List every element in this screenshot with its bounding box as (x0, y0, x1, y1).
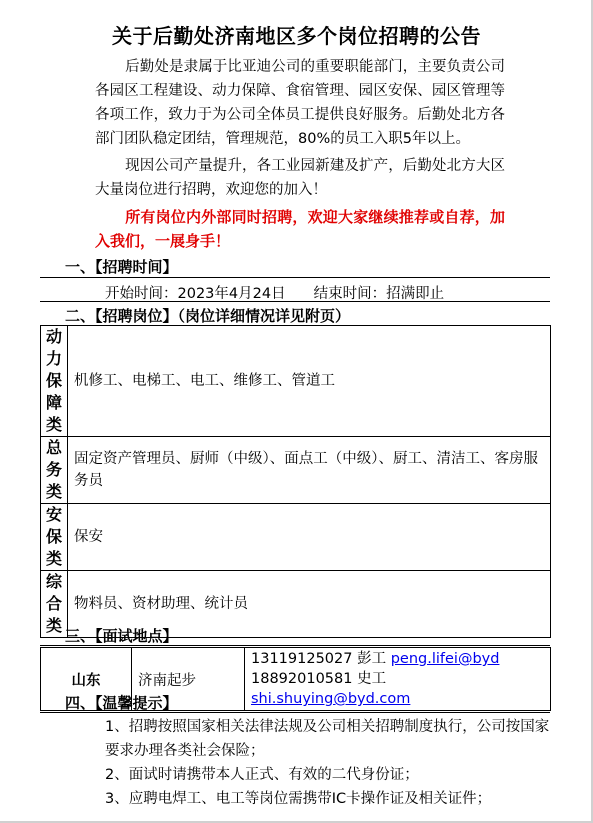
job-desc: 保安 (68, 504, 551, 571)
contact-line (251, 649, 549, 669)
section-divider (40, 301, 550, 302)
job-row (41, 437, 551, 504)
category-char: 综 (45, 572, 62, 591)
intro-paragraph-2-text: 现因公司产量提升，各工业园新建及扩产，后勤处北方大区大量岗位进行招聘，欢迎您的加入！ (95, 158, 505, 198)
contact-name: 史工 (357, 671, 387, 687)
section-heading-location: 三、【面试地点】 (65, 627, 178, 645)
category-char: 障 (45, 393, 62, 412)
category-char: 力 (45, 349, 62, 368)
section-divider (40, 645, 550, 646)
recruit-time (105, 282, 444, 303)
recruit-notice-text: 所有岗位内外部同时招聘，欢迎大家继续推荐或自荐，加入我们，一展身手！ (95, 208, 505, 250)
tip-item: 3、应聘电焊工、电工等岗位需携带IC卡操作证及相关证件； (105, 791, 492, 807)
tip-item: 1、招聘按照国家相关法律法规及公司相关招聘制度执行，公司按国家要求办理各类社会保险； (105, 719, 550, 759)
job-row (41, 326, 551, 437)
location-city: 济南起步 (132, 648, 245, 711)
job-desc: 固定资产管理员、厨师（中级）、面点工（中级）、厨工、清洁工、客房服务员 (68, 437, 551, 504)
category-char: 类 (45, 415, 62, 434)
category-char: 总 (45, 438, 62, 457)
recruit-notice (95, 205, 505, 253)
category-char: 类 (45, 616, 62, 635)
category-char: 动 (45, 327, 62, 346)
location-province: 山东 (41, 648, 132, 711)
section-divider (40, 712, 550, 713)
section-heading-tips: 四、【温馨提示】 (65, 694, 178, 712)
job-category (41, 437, 68, 504)
contact-name: 彭工 (357, 651, 387, 667)
category-char: 类 (45, 482, 62, 501)
category-char: 合 (45, 594, 62, 613)
tip-item: 2、面试时请携带本人正式、有效的二代身份证； (105, 767, 419, 783)
jobs-table (40, 325, 551, 638)
page-title: 关于后勤处济南地区多个岗位招聘的公告 (112, 24, 481, 48)
section-heading-time: 一、【招聘时间】 (65, 258, 178, 276)
intro-paragraph-1-text: 后勤处是隶属于比亚迪公司的重要职能部门，主要负责公司各园区工程建设、动力保障、食宿管理、园区安保、园区管理等各项工作，致力于为公司全体员工提供良好服务。后勤处北方各部门团队稳定团结，管理规范，80%的员工入职5年以上。 (95, 59, 505, 147)
contact-email-link[interactable]: peng.lifei@byd (390, 651, 500, 667)
category-char: 类 (45, 549, 62, 568)
category-char: 保 (45, 371, 62, 390)
end-time: 结束时间：招满即止 (313, 286, 445, 302)
category-char: 安 (45, 505, 62, 524)
location-contacts (245, 648, 551, 711)
contact-phone: 13119125027 (251, 651, 353, 667)
category-char: 保 (45, 527, 62, 546)
job-desc: 物料员、资材助理、统计员 (68, 571, 551, 638)
contact-email-link[interactable]: shi.shuying@byd.com (251, 691, 411, 707)
contact-line (251, 669, 549, 709)
section-divider (40, 277, 550, 278)
contact-phone: 18892010581 (251, 671, 353, 687)
job-row (41, 504, 551, 571)
job-desc: 机修工、电梯工、电工、维修工、管道工 (68, 326, 551, 437)
intro-paragraph-2 (95, 154, 505, 202)
section-heading-positions: 二、【招聘岗位】（岗位详细情况详见附页） (65, 307, 351, 325)
job-category (41, 326, 68, 437)
intro-paragraph-1 (95, 55, 505, 151)
start-time: 开始时间：2023年4月24日 (105, 286, 286, 302)
job-category (41, 504, 68, 571)
category-char: 务 (45, 460, 62, 479)
job-category (41, 571, 68, 638)
